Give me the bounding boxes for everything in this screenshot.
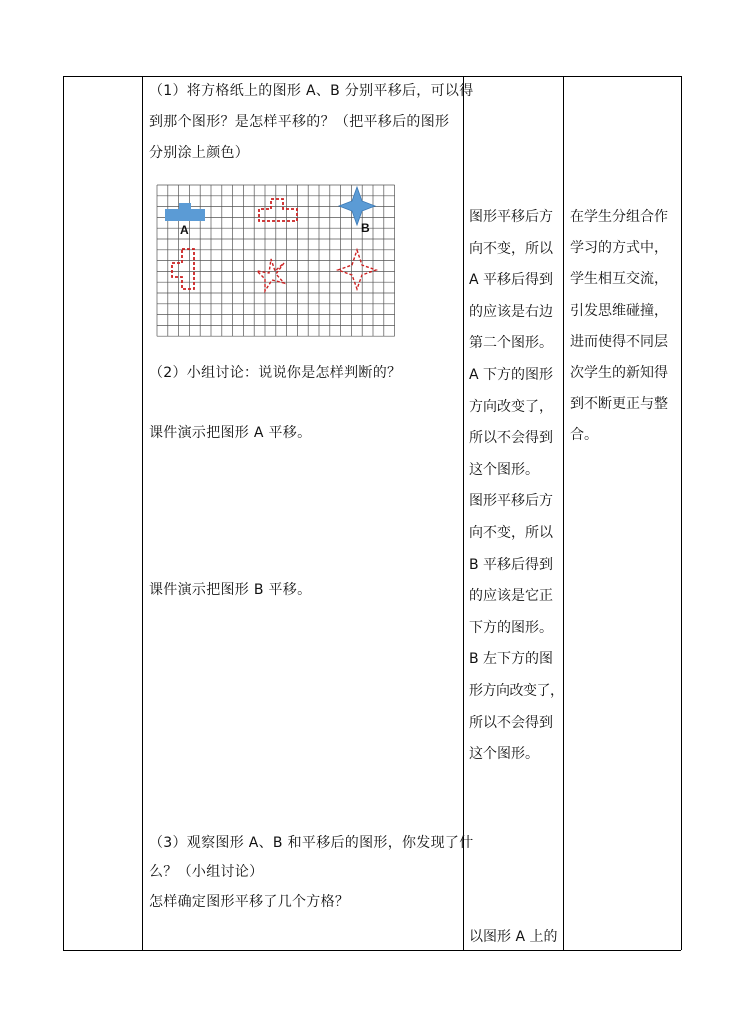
table-divider-3 [563, 76, 564, 950]
intent-line: 次学生的新知得 [570, 365, 668, 382]
intent-line: 合。 [570, 427, 598, 444]
answer-line: 的应该是右边 [469, 303, 553, 320]
question-1-line-3: 分别涂上颜色） [149, 145, 250, 161]
translated-star [338, 250, 376, 289]
question-3-line-2: 么？（小组讨论） [149, 864, 264, 880]
answer-line: B 平移后得到 [469, 556, 554, 573]
question-3-line-1: （3）观察图形 A、B 和平移后的图形，你发现了什 [149, 835, 474, 851]
question-1-line-1: （1）将方格纸上的图形 A、B 分别平移后，可以得 [149, 83, 474, 99]
table-border-right [681, 76, 682, 950]
answer-line: 这个图形。 [469, 461, 539, 478]
grid-paper-figure [155, 183, 399, 341]
answer-line: A 下方的图形 [469, 366, 554, 383]
answer-line: 下方的图形。 [469, 619, 553, 636]
answer-line: B 左下方的图 [469, 651, 554, 668]
grid-paper [155, 183, 399, 341]
question-3-line-3: 怎样确定图形平移了几个方格？ [149, 894, 350, 910]
answer-line: 所以不会得到 [469, 430, 553, 447]
intent-line: 学习的方式中， [570, 240, 668, 257]
answer-bottom-line: 以图形 A 上的 [469, 929, 558, 945]
shape-b-label: B [361, 221, 370, 235]
answer-line: 向不变，所以 [469, 240, 553, 257]
demo-a: 课件演示把图形 A 平移。 [149, 425, 312, 441]
question-2: （2）小组讨论：说说你是怎样判断的？ [149, 365, 402, 381]
intent-line: 到不断更正与整 [570, 396, 668, 413]
tilted-star [257, 259, 284, 291]
answer-line: 向不变，所以 [469, 524, 553, 541]
question-1 [149, 76, 474, 169]
intent-line: 引发思维碰撞， [570, 302, 668, 319]
question-1-line-2: 到那个图形？是怎样平移的？（把平移后的图形 [149, 114, 450, 130]
shape-b [339, 187, 375, 225]
demo-b: 课件演示把图形 B 平移。 [149, 582, 312, 598]
shape-a [165, 203, 205, 221]
intent-line: 在学生分组合作 [570, 209, 668, 225]
table-divider-2 [463, 76, 464, 950]
answer-line: 这个图形。 [469, 746, 539, 763]
answer-line: 形方向改变了， [469, 682, 564, 699]
answer-line: 图形平移后方 [469, 493, 553, 510]
answer-line: 所以不会得到 [469, 714, 553, 731]
table-bottom-border [63, 950, 681, 951]
shape-a-label: A [180, 223, 189, 237]
answer-line: A 平移后得到 [469, 272, 554, 289]
intent-line: 学生相互交流， [570, 271, 668, 288]
answer-line: 方向改变了， [469, 398, 553, 415]
answer-line: 的应该是它正 [469, 588, 553, 605]
intent-column [570, 202, 680, 452]
answer-line: 第二个图形。 [469, 335, 553, 352]
intent-line: 进而使得不同层 [570, 333, 668, 350]
question-3 [149, 828, 474, 919]
table-divider-1 [142, 76, 143, 950]
answer-column [469, 202, 563, 771]
table-border-left [63, 76, 64, 950]
rotated-shape-below [172, 249, 194, 289]
answer-line: 图形平移后方 [469, 209, 553, 225]
